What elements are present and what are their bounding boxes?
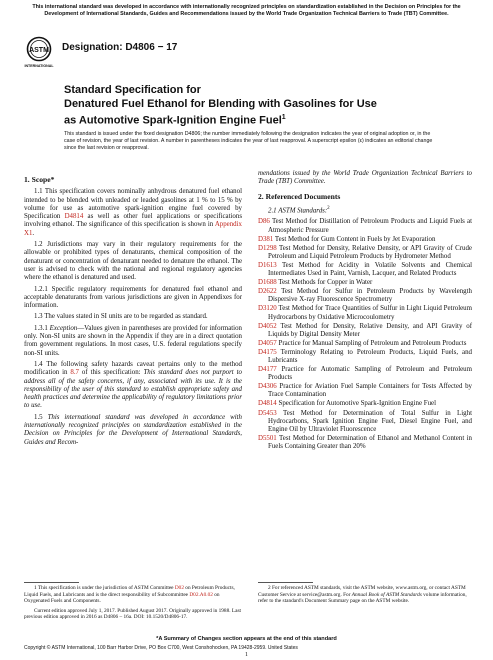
reference-title: Test Method for Gum Content in Fuels by Jet Evaporation (274, 235, 436, 243)
reference-item (258, 435, 472, 451)
reference-item (258, 305, 472, 321)
reference-item (258, 349, 472, 365)
title-line-2: Denatured Fuel Ethanol for Blending with Gasolines for Use (64, 97, 377, 110)
reference-code-link[interactable]: D1613 (258, 261, 277, 269)
reference-item (258, 383, 472, 399)
link-8-7[interactable]: 8.7 (70, 369, 80, 377)
link-d02-a0-02[interactable]: D02.A0.02 (189, 591, 213, 598)
left-column (24, 170, 242, 450)
reference-code-link[interactable]: D86 (258, 218, 270, 226)
title-line-1: Standard Specification for (64, 84, 201, 96)
reference-title: Practice for Automatic Sampling of Petroleum and Petroleum Products (268, 366, 472, 382)
paragraph-1-1: 1.1 This specification covers nominally anhydrous denatured fuel ethanol intended to be blended with unleaded or leaded gasolines at 1 % to 15 % by volume for use as automotive spark-ignition engine fuel covered by Specification D4814 as well as other fuel applications or specifications involving ethanol. The significance of this specification is shown in Appendix X1. (24, 188, 243, 237)
reference-title: Practice for Aviation Fuel Sample Containers for Tests Affected by Trace Contamination (268, 383, 472, 399)
reference-code-link[interactable]: D4306 (258, 383, 277, 391)
reference-code-link[interactable]: D1688 (258, 279, 277, 287)
paragraph-1-5-cont: mendations issued by the World Trade Organization Technical Barriers to Trade (TBT) Committee. (258, 170, 472, 186)
reference-title: Test Methods for Copper in Water (278, 279, 373, 287)
link-d02[interactable]: D02 (174, 585, 184, 591)
link-appendix-x1[interactable]: Appendix X1 (24, 221, 242, 237)
section-heading-scope: 1. Scope* (24, 175, 55, 184)
reference-code-link[interactable]: D5501 (258, 434, 277, 442)
reference-item (258, 288, 472, 304)
footnote-divider-right (258, 582, 313, 583)
standards-notice: This international standard was developed in accordance with internationally recognized principles on standardization established in the Decision on Principles for the Development of International Standards, Guides and Recommendations issued by the World Trade Organization Technical Barriers to Trade (TBT) Committee. (32, 4, 461, 17)
footnote-divider-left (24, 582, 79, 583)
paragraph-1-3: 1.3 The values stated in SI units are to be regarded as standard. (34, 313, 208, 321)
footnote-2: 2 For referenced ASTM standards, visit the ASTM website, www.astm.org, or contact ASTM Customer Service at service@astm.org. For Annual Book of ASTM Standards volume information, refer to the standard's Document Summary page on the ASTM website. (258, 585, 467, 605)
reference-code-link[interactable]: D4177 (258, 366, 277, 374)
reference-code-link[interactable]: D381 (258, 235, 274, 243)
paragraph-1-3-1: 1.3.1 Exception—Values given in parentheses are provided for information only. Non-SI units are shown in the Appendix if they are in a direct quotation from government regulations. In most cases, U.S. federal regulations specify non-SI units. (24, 324, 242, 357)
paragraph-1-2: 1.2 Jurisdictions may vary in their regulatory requirements for the allowable or prohibited types of denaturants, chemical composition of the denaturant or concentration of denaturant needed to denature the ethanol. The user is advised to check with the national and regional regulatory agencies where the ethanol is denatured and used. (24, 241, 242, 282)
reference-title: Terminology Relating to Petroleum Products, Liquid Fuels, and Lubricants (268, 348, 472, 364)
paragraph-1-5: 1.5 This international standard was developed in accordance with internationally recognized principles on standardization established in the Decision on Principles for the Development of International Standards, Guides and Recom- (24, 413, 242, 446)
reference-title: Practice for Manual Sampling of Petroleum and Petroleum Products (278, 339, 467, 347)
paragraph-1-2-1: 1.2.1 Specific regulatory requirements for denatured fuel ethanol and acceptable denaturants from various jurisdictions are given in Appendixes for information. (24, 285, 242, 310)
reference-item (258, 410, 472, 434)
reference-title: Test Method for Determination of Total Sulfur in Light Hydrocarbons, Spark Ignition Engine Fuel, Diesel Engine Fuel, and Engine Oil by Ultraviolet Fluorescence (268, 409, 472, 433)
title-line-3: as Automotive Spark-Ignition Engine Fuel$^1$ (64, 114, 286, 127)
reference-item (258, 236, 472, 244)
reference-title: Test Method for Acidity in Volatile Solvents and Chemical Intermediates Used in Paint, Varnish, Lacquer, and Related Products (268, 261, 472, 278)
reference-item (258, 279, 472, 287)
astm-standards-subheading: 2.1 ASTM Standards:$^2$ (268, 205, 330, 215)
reference-code-link[interactable]: D2622 (258, 288, 277, 296)
reference-title: Test Method for Determination of Ethanol and Methanol Content in Fuels Containing Greater than 20% (268, 434, 472, 450)
astm-logo-icon (26, 36, 52, 74)
reference-code-link[interactable]: D4057 (258, 339, 277, 347)
document-title (64, 84, 453, 128)
link-d4814[interactable]: D4814 (64, 213, 84, 221)
footnote-1: 1 This specification is under the jurisdiction of ASTM Committee D02 on Petroleum Products, Liquid Fuels, and Lubricants and is the direct responsibility of Subcommittee D02.A0.02 on Oxygenated Fuels and Components. Current edition approved July 1, 2017. Published August 2017. Originally approved in 1988. Last previous edition approved in 2016 as D4806 – 16a. DOI: 10.1520/D4806-17. (24, 585, 241, 621)
reference-item (258, 366, 472, 382)
designation-notice: This standard is issued under the fixed designation D4806; the number immediately following the designation indicates the year of original adoption or, in the case of revision, the year of last revision. A number in parentheses indicates the year of last reapproval. A superscript epsilon (ε) indicates an editorial change since the last revision or reapproval. (64, 131, 433, 151)
page-number: 1 (245, 652, 248, 658)
reference-item (258, 262, 472, 278)
reference-title: Test Method for Density, Relative Density, and API Gravity of Liquids by Digital Density Meter (268, 322, 472, 338)
reference-item (258, 400, 472, 408)
reference-title: Test Method for Trace Quantities of Sulfur in Light Liquid Petroleum Hydrocarbons by Oxidative Microcoulometry (268, 305, 472, 321)
reference-code-link[interactable]: D4052 (258, 322, 277, 330)
copyright-line: Copyright © ASTM International, 100 Barr Harbor Drive, PO Box C700, West Conshohocken, PA 19428-2959. United States (24, 645, 298, 651)
reference-code-link[interactable]: D4814 (258, 400, 277, 408)
reference-code-link[interactable]: D4175 (258, 348, 277, 356)
summary-of-changes-note: *A Summary of Changes section appears at the end of this standard (156, 636, 337, 642)
reference-title: Specification for Automotive Spark-Ignition Engine Fuel (278, 400, 436, 408)
logo-label: INTERNATIONAL (24, 64, 54, 68)
reference-title: Test Method for Sulfur in Petroleum Products by Wavelength Dispersive X-ray Fluorescence Spectrometry (268, 288, 472, 304)
reference-item (258, 323, 472, 339)
paragraph-1-4: 1.4 The following safety hazards caveat pertains only to the method modification in 8.7 of this specification: This standard does not purport to address all of the safety concerns, if any, associated with its use. It is the responsibility of the user of this standard to establish appropriate safety and health practices and determine the applicability of regulatory limitations prior to use. (24, 360, 242, 410)
reference-code-link[interactable]: D1298 (258, 244, 277, 252)
reference-code-link[interactable]: D3120 (258, 305, 277, 313)
designation: Designation: D4806 − 17 (62, 42, 178, 53)
right-column (258, 170, 472, 452)
reference-list (258, 218, 472, 451)
reference-item (258, 245, 472, 261)
reference-item (258, 218, 472, 234)
reference-title: Test Method for Distillation of Petroleum Products and Liquid Fuels at Atmospheric Pressure (268, 218, 472, 234)
svg-text:ASTM: ASTM (29, 47, 49, 54)
section-heading-referenced-documents: 2. Referenced Documents (258, 191, 341, 201)
reference-code-link[interactable]: D5453 (258, 409, 277, 417)
reference-title: Test Method for Density, Relative Density, or API Gravity of Crude Petroleum and Liquid Petroleum Products by Hydrometer Method (268, 244, 472, 260)
reference-item (258, 340, 472, 348)
